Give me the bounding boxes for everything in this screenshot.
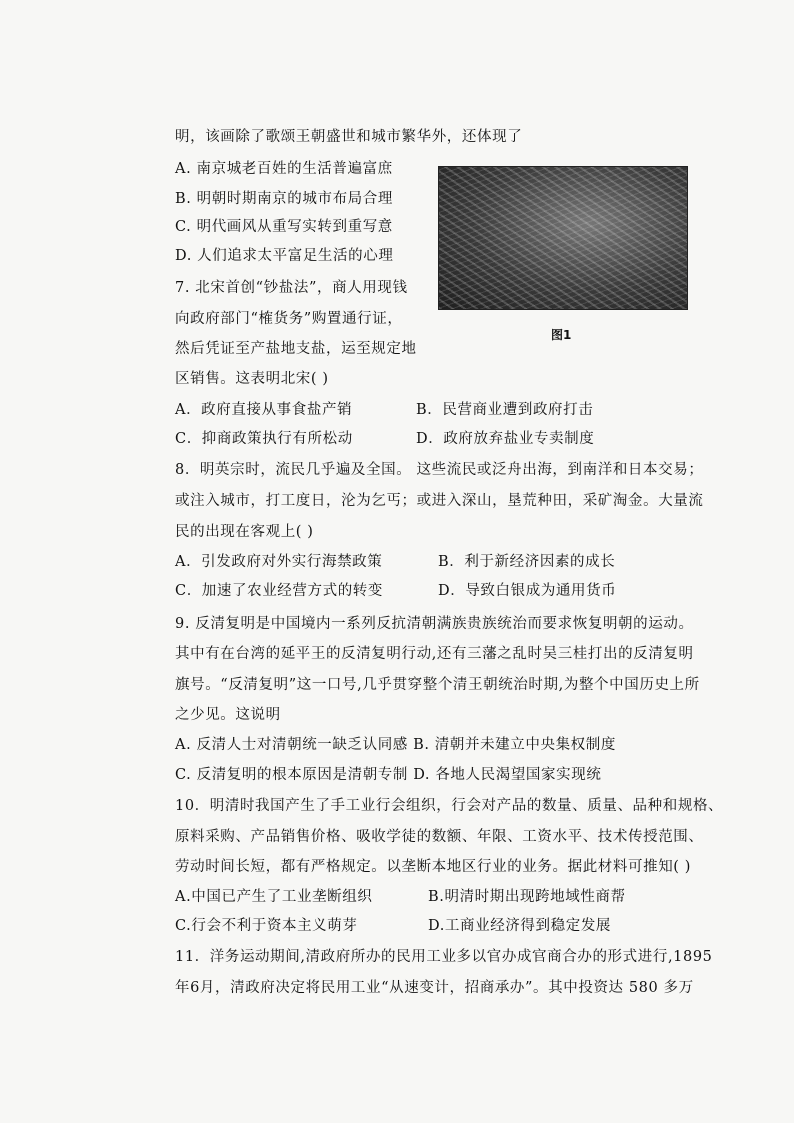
question-7-line: 区销售。这表明北宋( ) (175, 371, 329, 387)
text-line: 明，该画除了歌颂王朝盛世和城市繁华外，还体现了 (175, 129, 523, 145)
option-c: C．加速了农业经营方式的转变 (175, 583, 383, 599)
option-b: B．利于新经济因素的成长 (438, 554, 616, 570)
options-ab: A. 反清人士对清朝统一缺乏认同感 B. 清朝并未建立中央集权制度 (175, 737, 616, 753)
question-8-line: 民的出现在客观上( ) (175, 524, 314, 540)
question-10-line: 原料采购、产品销售价格、吸收学徒的数额、年限、工资水平、技术传授范围、 (175, 829, 704, 845)
question-11-line: 年6月，清政府决定将民用工业“从速变计，招商承办”。其中投资达 580 多万 (175, 980, 694, 996)
option-a: A. 南京城老百姓的生活普遍富庶 (175, 161, 393, 177)
option-b: B. 明朝时期南京的城市布局合理 (175, 191, 393, 207)
question-7: 7. 北宋首创“钞盐法”，商人用现钱 (175, 280, 408, 296)
option-d: D. 人们追求太平富足生活的心理 (175, 248, 394, 264)
option-d: D．导致白银成为通用货币 (438, 583, 617, 599)
option-c: C．抑商政策执行有所松动 (175, 431, 353, 447)
question-10: 10．明清时我国产生了手工业行会组织，行会对产品的数量、质量、品种和规格、 (175, 798, 724, 814)
question-9-line: 旗号。“反清复明”这一口号,几乎贯穿整个清王朝统治时期,为整个中国历史上所 (175, 677, 700, 693)
question-7-line: 向政府部门“榷货务”购置通行证， (175, 311, 403, 327)
option-a: A.中国已产生了工业垄断组织 (175, 889, 373, 905)
option-a: A．引发政府对外实行海禁政策 (175, 554, 383, 570)
option-b: B.明清时期出现跨地域性商帮 (428, 889, 626, 905)
question-7-line: 然后凭证至产盐地支盐，运至规定地 (175, 341, 417, 357)
question-8: 8．明英宗时，流民几乎遍及全国。 这些流民或泛舟出海，到南洋和日本交易； (175, 462, 704, 478)
question-11: 11．洋务运动期间,清政府所办的民用工业多以官办成官商合办的形式进行,1895 (175, 949, 713, 965)
option-d: D.工商业经济得到稳定发展 (428, 918, 612, 934)
question-9-line: 之少见。这说明 (175, 707, 281, 723)
option-d: D．政府放弃盐业专卖制度 (416, 431, 595, 447)
figure-image (438, 166, 688, 310)
figure-caption: 图1 (551, 328, 572, 342)
question-9-line: 其中有在台湾的延平王的反清复明行动,还有三藩之乱时吴三桂打出的反清复明 (175, 646, 694, 662)
question-8-line: 或注入城市，打工度日，沦为乞丐；或进入深山，垦荒种田，采矿淘金。大量流 (175, 493, 704, 509)
question-9: 9. 反清复明是中国境内一系列反抗清朝满族贵族统治而要求恢复明朝的运动。 (175, 616, 694, 632)
option-b: B．民营商业遭到政府打击 (416, 402, 594, 418)
options-cd: C. 反清复明的根本原因是清朝专制 D. 各地人民渴望国家实现统 (175, 767, 602, 783)
option-c: C.行会不利于资本主义萌芽 (175, 918, 358, 934)
option-a: A．政府直接从事食盐产销 (175, 402, 353, 418)
option-c: C. 明代画风从重写实转到重写意 (175, 219, 393, 235)
question-10-line: 劳动时间长短，都有严格规定。以垄断本地区行业的业务。据此材料可推知( ) (175, 859, 692, 875)
